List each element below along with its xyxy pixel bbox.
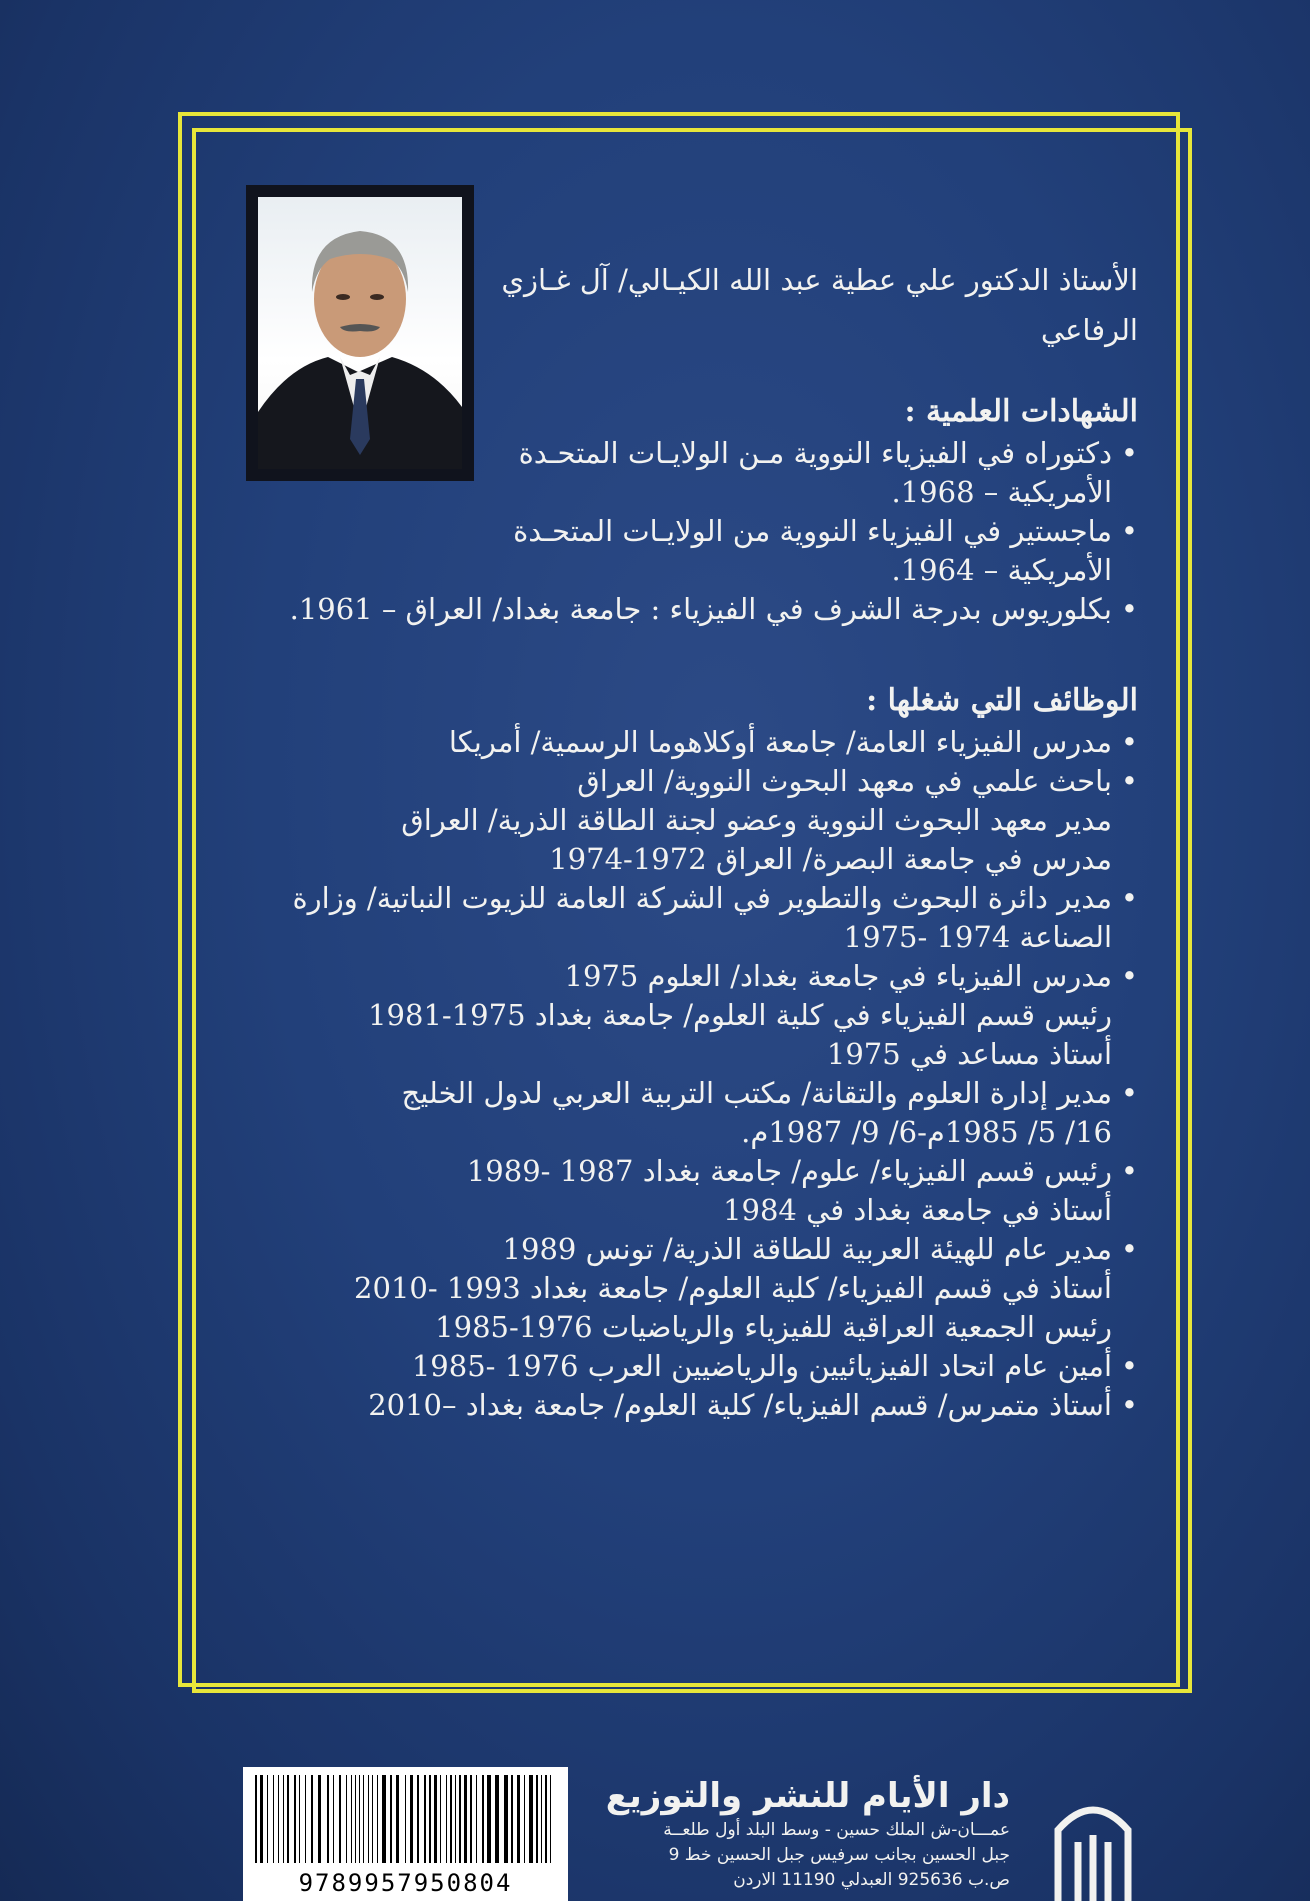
barcode-bar [541, 1775, 542, 1863]
job-line: • باحث علمي في معهد البحوث النووية/ العراق [577, 764, 1112, 798]
barcode-bar [339, 1775, 341, 1863]
barcode-bar [255, 1775, 257, 1863]
author-name-line1: الأستاذ الدكتور علي عطية عبد الله الكيـالي/ آل غـازي [501, 263, 1138, 297]
barcode-bar [305, 1775, 306, 1863]
degree-line: • بكلوريوس بدرجة الشرف في الفيزياء : جامعة بغداد/ العراق – 1961. [289, 592, 1112, 626]
barcode-bar [299, 1775, 300, 1863]
author-name-block [418, 255, 1138, 355]
publisher-po-box: ص.ب 925636 العبدلي 11190 الاردن [733, 1870, 1010, 1890]
list-item [258, 762, 1112, 879]
barcode-bar [355, 1775, 356, 1863]
barcode-bar [287, 1775, 289, 1863]
barcode-bar [278, 1775, 279, 1863]
job-line: • أستاذ متمرس/ قسم الفيزياء/ كلية العلوم/ جامعة بغداد –2010 [368, 1388, 1112, 1422]
publisher-name: دار الأيام للنشر والتوزيع [605, 1776, 1010, 1816]
degree-line: • ماجستير في الفيزياء النووية من الولايـات المتحـدة [513, 514, 1112, 548]
degree-line: الأمريكية – 1968. [891, 475, 1112, 509]
barcode-bar [517, 1775, 520, 1863]
degree-line: • دكتوراه في الفيزياء النووية مـن الولايـات المتحـدة [518, 436, 1112, 470]
barcode-bars [251, 1775, 560, 1863]
job-line: • أمين عام اتحاد الفيزيائيين والرياضيين العرب 1976 -1985 [411, 1349, 1112, 1383]
barcode-bar [504, 1775, 508, 1863]
author-name-line2: الرفاعي [1040, 313, 1138, 347]
barcode-bar [487, 1775, 491, 1863]
list-item [258, 1074, 1112, 1152]
degree-line: الأمريكية – 1964. [891, 553, 1112, 587]
barcode-bar [524, 1775, 525, 1863]
barcode-bar [464, 1775, 467, 1863]
barcode-bar [377, 1775, 378, 1863]
list-item [258, 434, 1112, 512]
job-line: مدرس في جامعة البصرة/ العراق 1972-1974 [549, 842, 1112, 876]
barcode-bar [434, 1775, 437, 1863]
barcode-bar [440, 1775, 441, 1863]
publisher-address-line2: جبل الحسين بجانب سرفيس جبل الحسين خط 9 [668, 1845, 1010, 1865]
list-item [258, 1386, 1112, 1425]
barcode-bar [550, 1775, 551, 1863]
barcode-bar [536, 1775, 538, 1863]
jobs-list [258, 723, 1138, 1425]
barcode-bar [424, 1775, 426, 1863]
barcode-bar [482, 1775, 484, 1863]
barcode-bar [450, 1775, 452, 1863]
jobs-title: الوظائف التي شغلها : [866, 683, 1138, 718]
barcode-bar [459, 1775, 461, 1863]
barcode-bar [267, 1775, 268, 1863]
barcode-bar [346, 1775, 347, 1863]
job-line: • مدير إدارة العلوم والتقانة/ مكتب التربية العربي لدول الخليج [401, 1076, 1112, 1110]
barcode-bar [351, 1775, 352, 1863]
barcode-bar [318, 1775, 321, 1863]
job-line: • مدير عام للهيئة العربية للطاقة الذرية/ تونس 1989 [502, 1232, 1112, 1266]
list-item [258, 1152, 1112, 1230]
barcode-digits: 9789957950804 [298, 1869, 513, 1897]
barcode-bar [410, 1775, 413, 1863]
job-line: رئيس قسم الفيزياء في كلية العلوم/ جامعة بغداد 1975-1981 [368, 998, 1112, 1032]
barcode-bar [273, 1775, 274, 1863]
job-line: مدير معهد البحوث النووية وعضو لجنة الطاقة الذرية/ العراق [401, 803, 1112, 837]
barcode-bar [417, 1775, 419, 1863]
barcode-bar [283, 1775, 284, 1863]
barcode-bar [372, 1775, 373, 1863]
job-line: 16/ 5/ 1985م-6/ 9/ 1987م. [741, 1115, 1112, 1149]
barcode-bar [405, 1775, 406, 1863]
list-item [258, 1230, 1112, 1347]
list-item [258, 957, 1112, 1074]
barcode-bar [511, 1775, 513, 1863]
barcode-bar [429, 1775, 431, 1863]
barcode-bar [363, 1775, 364, 1863]
publisher-logo-icon [1048, 1780, 1138, 1901]
barcode-bar [359, 1775, 360, 1863]
list-item [258, 1347, 1112, 1386]
job-line: • مدرس الفيزياء العامة/ جامعة أوكلاهوما الرسمية/ أمريكا [448, 725, 1112, 759]
job-line: أستاذ مساعد في 1975 [826, 1037, 1112, 1071]
barcode-bar [311, 1775, 313, 1863]
biography-sections [258, 390, 1138, 1425]
barcode-bar [396, 1775, 399, 1863]
barcode-bar [529, 1775, 533, 1863]
barcode-bar [455, 1775, 456, 1863]
isbn-barcode [243, 1767, 568, 1901]
job-line: رئيس الجمعية العراقية للفيزياء والرياضيات 1976-1985 [435, 1310, 1112, 1344]
barcode-bar [476, 1775, 477, 1863]
barcode-bar [333, 1775, 334, 1863]
barcode-bar [545, 1775, 547, 1863]
job-line: الصناعة 1974 -1975 [843, 920, 1112, 954]
barcode-bar [294, 1775, 296, 1863]
job-line: • رئيس قسم الفيزياء/ علوم/ جامعة بغداد 1987 -1989 [466, 1154, 1112, 1188]
list-item [258, 723, 1112, 762]
barcode-bar [368, 1775, 369, 1863]
job-line: • مدرس الفيزياء في جامعة بغداد/ العلوم 1975 [564, 959, 1112, 993]
job-line: أستاذ في قسم الفيزياء/ كلية العلوم/ جامعة بغداد 1993 -2010 [354, 1271, 1112, 1305]
barcode-bar [470, 1775, 472, 1863]
list-item [258, 512, 1112, 590]
barcode-bar [327, 1775, 329, 1863]
barcode-bar [382, 1775, 386, 1863]
barcode-bar [390, 1775, 392, 1863]
job-line: • مدير دائرة البحوث والتطوير في الشركة العامة للزيوت النباتية/ وزارة [292, 881, 1112, 915]
barcode-bar [495, 1775, 499, 1863]
barcode-bar [260, 1775, 263, 1863]
job-line: أستاذ في جامعة بغداد في 1984 [723, 1193, 1112, 1227]
degrees-title: الشهادات العلمية : [904, 394, 1138, 429]
list-item [258, 590, 1112, 629]
list-item [258, 879, 1112, 957]
degrees-list [258, 434, 1138, 629]
publisher-address-line1: عمـــان-ش الملك حسين - وسط البلد أول طلعــة [663, 1820, 1010, 1840]
barcode-bar [446, 1775, 447, 1863]
